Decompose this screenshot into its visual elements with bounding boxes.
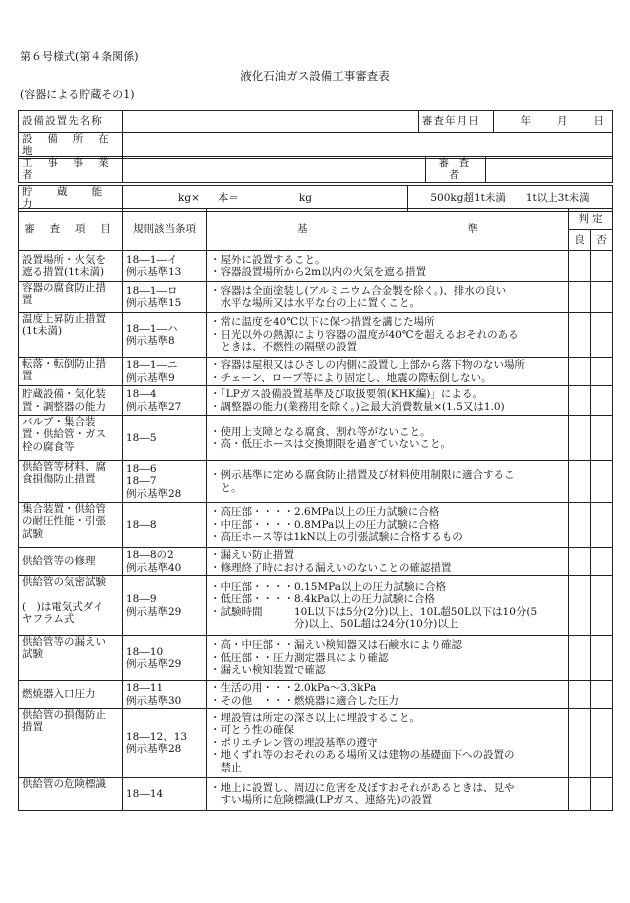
- form-number: 第６号様式(第４条関係): [20, 50, 139, 63]
- review-row: [19, 681, 613, 709]
- standard-text-line: ・可とう性の確保: [210, 724, 294, 737]
- review-table: [18, 208, 613, 811]
- judgement-bad-cell[interactable]: [591, 778, 613, 811]
- judgement-good-cell[interactable]: [569, 251, 591, 282]
- review-item: [19, 313, 123, 358]
- review-row: [19, 386, 613, 416]
- standard-text: [207, 548, 569, 576]
- reviewer-label: 審 査 者: [426, 157, 486, 183]
- judgement-bad-cell[interactable]: [591, 461, 613, 503]
- rule-reference-line: 18―1―イ: [126, 253, 178, 266]
- rule-reference: [123, 576, 207, 636]
- review-item-line: 置・供給管・ガス: [22, 428, 106, 441]
- review-item-line: 貯蔵設備・気化装: [22, 388, 106, 401]
- review-item-line: 栓の腐食等: [22, 440, 75, 453]
- document-subtitle: (容器による貯蔵その1): [20, 88, 135, 101]
- rule-reference: [123, 386, 207, 416]
- rule-reference: [123, 282, 207, 313]
- judgement-bad-cell[interactable]: [591, 636, 613, 681]
- rule-reference-line: 18―1―ロ: [126, 284, 178, 297]
- standard-text-line: ・試験時間 10L以下は5分(2分)以上、10L超50L以下は10分(5: [210, 605, 538, 618]
- standard-text: [207, 778, 569, 811]
- rule-reference-line: 18―1―ハ: [126, 322, 178, 335]
- judgement-bad-cell[interactable]: [591, 503, 613, 548]
- contractor-label: 工 事 事 業 者: [19, 157, 123, 183]
- review-row: [19, 576, 613, 636]
- review-item-line: バルブ・集合装: [22, 416, 96, 428]
- standard-text: [207, 681, 569, 709]
- judgement-good-cell[interactable]: [569, 282, 591, 313]
- review-row: [19, 503, 613, 548]
- review-item-line: 置: [22, 294, 33, 307]
- standard-text-line: ・容器設置場所から2m以内の火気を遮る措置: [210, 266, 427, 278]
- rule-reference: [123, 251, 207, 282]
- review-row: [19, 636, 613, 681]
- review-row: [19, 358, 613, 386]
- month-label: 月: [557, 115, 568, 128]
- rule-reference-line: 例示基準29: [126, 658, 182, 670]
- review-item-line: 燃焼器入口圧力: [22, 688, 96, 701]
- review-item-line: 供給管等材料、腐: [22, 461, 106, 473]
- review-item: [19, 548, 123, 576]
- standard-text-line: ・低圧部・・圧力測定器具により確認: [210, 651, 389, 664]
- rule-reference-line: 例示基準15: [126, 297, 182, 309]
- judgement-good-cell[interactable]: [569, 636, 591, 681]
- rule-reference-line: 例示基準40: [126, 561, 182, 574]
- review-item-line: 供給管等の修理: [22, 555, 96, 568]
- standard-text-line: ・高・低圧ホースは交換期限を過ぎていないこと。: [210, 438, 451, 450]
- rule-reference-line: 18―8の2: [126, 549, 174, 562]
- col-standard-header: [207, 209, 569, 251]
- standard-text-line: ・高圧ホース等は1kN以上の引張試験に合格するもの: [210, 531, 463, 544]
- judgement-bad-cell[interactable]: [591, 313, 613, 358]
- standard-text-line: 水平な場所又は水平な台の上に置くこと。: [210, 297, 420, 309]
- review-item-line: 置: [22, 370, 33, 383]
- review-item-line: 置・調整器の能力: [22, 400, 106, 413]
- review-item: [19, 358, 123, 386]
- judgement-good-cell[interactable]: [569, 548, 591, 576]
- standard-text: [207, 251, 569, 282]
- standard-text-line: ・調整器の能力(業務用を除く。)≧最大消費数量×(1.5又は1.0): [210, 400, 505, 413]
- standard-text-line: ・使用上支障となる腐食、割れ等がないこと。: [210, 425, 431, 438]
- rule-reference-line: 例示基準9: [126, 371, 175, 384]
- review-item-line: 試験: [22, 648, 43, 661]
- reviewer-field[interactable]: [486, 157, 613, 183]
- rule-reference-line: 18―8: [126, 518, 157, 531]
- rule-reference-line: 18―11: [126, 682, 164, 695]
- rule-reference: [123, 709, 207, 778]
- review-item: [19, 282, 123, 313]
- rule-reference-line: 18―5: [126, 431, 157, 444]
- standard-text-line: と。: [210, 481, 242, 494]
- standard-text-line: ・常に温度を40℃以下に保つ措置を講じた場所: [210, 316, 435, 329]
- review-row: [19, 548, 613, 576]
- judgement-good-cell[interactable]: [569, 681, 591, 709]
- standard-text-line: ・日光以外の熱源により容器の温度が40℃を超えるおそれのある: [210, 328, 519, 341]
- review-item: [19, 681, 123, 709]
- standard-text-line: ・容器は屋根又はひさしの内側に設置し上部から落下物のない場所: [210, 359, 525, 372]
- col-item-header: 審 査 項 目: [19, 209, 123, 251]
- day-label: 日: [593, 115, 604, 128]
- review-item-line: 供給管の損傷防止: [22, 709, 106, 721]
- review-item-line: ヤフラム式: [22, 613, 75, 626]
- rule-reference-line: 例示基準30: [126, 694, 182, 707]
- rule-reference: [123, 313, 207, 358]
- rule-reference-line: 18―6: [126, 462, 157, 475]
- location-label: 設 備 所 在 地: [19, 133, 123, 159]
- standard-text-line: 分)以上、50L超は24分(10分)以上: [210, 617, 459, 630]
- standard-text: [207, 313, 569, 358]
- standard-text-line: ・ポリエチレン管の埋設基準の遵守: [210, 736, 378, 749]
- judgement-bad-cell[interactable]: [591, 386, 613, 416]
- review-item: [19, 503, 123, 548]
- review-item-line: (1t未満): [22, 325, 63, 338]
- standard-text: [207, 503, 569, 548]
- rule-reference: [123, 503, 207, 548]
- header-table-2: [18, 156, 613, 183]
- judgement-good-cell[interactable]: [569, 576, 591, 636]
- rule-reference: [123, 778, 207, 811]
- review-row: [19, 709, 613, 778]
- review-item-line: ( )は電気式ダイ: [22, 600, 104, 613]
- judgement-bad-cell[interactable]: [591, 358, 613, 386]
- review-item-line: 措置: [22, 721, 43, 734]
- review-item-line: [22, 588, 119, 600]
- standard-text-line: ・修理終了時における漏えいのないことの確認措置: [210, 561, 452, 574]
- review-item-line: 供給管等の漏えい: [22, 636, 106, 648]
- review-row: [19, 461, 613, 503]
- rule-reference: [123, 681, 207, 709]
- judgement-bad-cell[interactable]: [591, 416, 613, 461]
- standard-text: [207, 461, 569, 503]
- judgement-good-cell[interactable]: [569, 358, 591, 386]
- review-row: [19, 282, 613, 313]
- standard-text-line: ・中圧部・・・・0.15MPa以上の圧力試験に合格: [210, 580, 446, 593]
- rule-reference-line: 18―12、13: [126, 730, 188, 743]
- review-item: [19, 636, 123, 681]
- standard-text: [207, 282, 569, 313]
- rule-reference: [123, 461, 207, 503]
- site-name-label: 設備設置先名称: [19, 111, 123, 133]
- capacity-bon: 本＝: [217, 192, 239, 205]
- capacity-kg: kg: [298, 192, 312, 205]
- range-option-a[interactable]: 500kg超1t未満: [430, 192, 506, 205]
- standard-text-line: 禁止: [210, 761, 242, 774]
- review-item-line: 試験: [22, 527, 43, 540]
- standard-text-line: ・低圧部・・・・8.4kPa以上の圧力試験に合格: [210, 593, 435, 606]
- col-judgement-header: 判 定: [569, 209, 613, 230]
- review-item: [19, 416, 123, 461]
- standard-text: [207, 386, 569, 416]
- document-title: 液化石油ガス設備工事審査表: [240, 69, 390, 83]
- rule-reference-line: 例示基準28: [126, 487, 182, 500]
- review-item-line: 設置場所・火気を: [22, 253, 106, 266]
- site-name-field[interactable]: [123, 111, 419, 133]
- standard-text-line: ・容器は全面塗装し(アルミニウム合金製を除く。)、排水の良い: [210, 284, 507, 297]
- review-item-line: 食損傷防止措置: [22, 473, 96, 486]
- rule-reference: [123, 416, 207, 461]
- standard-text: [207, 416, 569, 461]
- review-item-line: 集合装置・供給管: [22, 503, 106, 515]
- standard-text-line: ・地くずれ等のおそれのある場所又は建物の基礎面下への設置の: [210, 749, 515, 762]
- review-item-line: 遮る措置(1t未満): [22, 266, 105, 278]
- standard-text-line: ・チェーン、ロープ等により固定し、地震の際転倒しない。: [210, 371, 492, 384]
- standard-text: [207, 709, 569, 778]
- judgement-bad-cell[interactable]: [591, 548, 613, 576]
- review-date-field[interactable]: [494, 111, 613, 133]
- review-item-line: 供給管の気密試験: [22, 576, 106, 588]
- year-label: 年: [520, 115, 531, 128]
- rule-reference-line: 18―4: [126, 388, 157, 401]
- standard-text-line: ・埋設管は所定の深さ以上に埋設すること。: [210, 711, 420, 724]
- standard-text-line: ・中圧部・・・・0.8MPa以上の圧力試験に合格: [210, 518, 440, 531]
- standard-text: [207, 358, 569, 386]
- standard-label-a: 基: [297, 223, 308, 236]
- judgement-good-cell[interactable]: [569, 386, 591, 416]
- judgement-bad-cell[interactable]: [591, 681, 613, 709]
- judgement-good-cell[interactable]: [569, 416, 591, 461]
- judgement-good-cell[interactable]: [569, 461, 591, 503]
- review-item: [19, 386, 123, 416]
- standard-text-line: すい場所に危険標識(LPガス、連絡先)の設置: [210, 794, 433, 806]
- review-item: [19, 778, 123, 811]
- review-item: [19, 251, 123, 282]
- capacity-label: 貯 蔵 能 力: [19, 186, 123, 212]
- judgement-good-cell[interactable]: [569, 709, 591, 778]
- rule-reference-line: 18―10: [126, 645, 164, 658]
- rule-reference-line: 18―14: [126, 787, 164, 800]
- standard-text-line: ・高圧部・・・・2.6MPa以上の圧力試験に合格: [210, 506, 440, 519]
- standard-text: [207, 576, 569, 636]
- col-bad-header: 否: [591, 230, 613, 251]
- col-rule-header: 規則該当条項: [123, 209, 207, 251]
- review-item-line: 転落・転倒防止措: [22, 358, 106, 370]
- review-date-label: 審査年月日: [419, 111, 494, 133]
- standard-text-line: ・地上に設置し、周辺に危害を及ぼすおそれがあるときは、見や: [210, 781, 515, 794]
- judgement-bad-cell[interactable]: [591, 576, 613, 636]
- standard-text-line: ・漏えい防止措置: [210, 549, 294, 562]
- rule-reference-line: 18―9: [126, 593, 157, 606]
- rule-reference-line: 例示基準28: [126, 743, 182, 755]
- review-row: [19, 251, 613, 282]
- rule-reference-line: 例示基準29: [126, 605, 182, 618]
- header-table: [18, 110, 613, 159]
- judgement-good-cell[interactable]: [569, 313, 591, 358]
- rule-reference-line: 18―7: [126, 475, 157, 488]
- rule-reference: [123, 548, 207, 576]
- standard-text-line: ・例示基準に定める腐食防止措置及び材料使用制限に適合するこ: [210, 469, 515, 482]
- location-field[interactable]: [123, 133, 613, 159]
- standard-text-line: ・その他 ・・・燃焼器に適合した圧力: [210, 694, 399, 707]
- standard-text-line: ときは、不燃性の隔壁の設置: [210, 341, 357, 354]
- rule-reference-line: 例示基準8: [126, 335, 175, 347]
- standard-label-b: 準: [467, 223, 478, 236]
- review-row: [19, 778, 613, 811]
- rule-reference-line: 18―1―ニ: [126, 359, 178, 372]
- range-option-b[interactable]: 1t以上3t未満: [525, 192, 590, 205]
- review-row: [19, 313, 613, 358]
- review-item-line: 温度上昇防止措置: [22, 313, 106, 325]
- rule-reference: [123, 636, 207, 681]
- rule-reference-line: 例示基準13: [126, 266, 182, 278]
- review-item: [19, 709, 123, 778]
- standard-text: [207, 636, 569, 681]
- standard-text-line: ・漏えい検知装置で確認: [210, 664, 326, 677]
- standard-text-line: ・屋外に設置すること。: [210, 253, 326, 266]
- standard-text-line: ・「LPガス設備設置基準及び取扱要領(KHK編)」による。: [210, 388, 483, 401]
- judgement-good-cell[interactable]: [569, 503, 591, 548]
- rule-reference-line: 例示基準27: [126, 400, 182, 413]
- standard-text-line: ・生活の用・・・2.0kPa～3.3kPa: [210, 682, 377, 695]
- col-good-header: 良: [569, 230, 591, 251]
- review-item-line: 供給管の危険標識: [22, 778, 106, 790]
- judgement-bad-cell[interactable]: [591, 282, 613, 313]
- judgement-bad-cell[interactable]: [591, 709, 613, 778]
- capacity-kg-x: kg×: [178, 192, 200, 205]
- review-item-line: の耐圧性能・引張: [22, 515, 106, 528]
- review-row: [19, 416, 613, 461]
- judgement-bad-cell[interactable]: [591, 251, 613, 282]
- rule-reference: [123, 358, 207, 386]
- review-item: [19, 461, 123, 503]
- contractor-field[interactable]: [123, 157, 426, 183]
- review-item-line: 容器の腐食防止措: [22, 282, 106, 294]
- judgement-good-cell[interactable]: [569, 778, 591, 811]
- review-item: [19, 576, 123, 636]
- standard-text-line: ・高・中圧部・・漏えい検知器又は石鹸水により確認: [210, 639, 462, 652]
